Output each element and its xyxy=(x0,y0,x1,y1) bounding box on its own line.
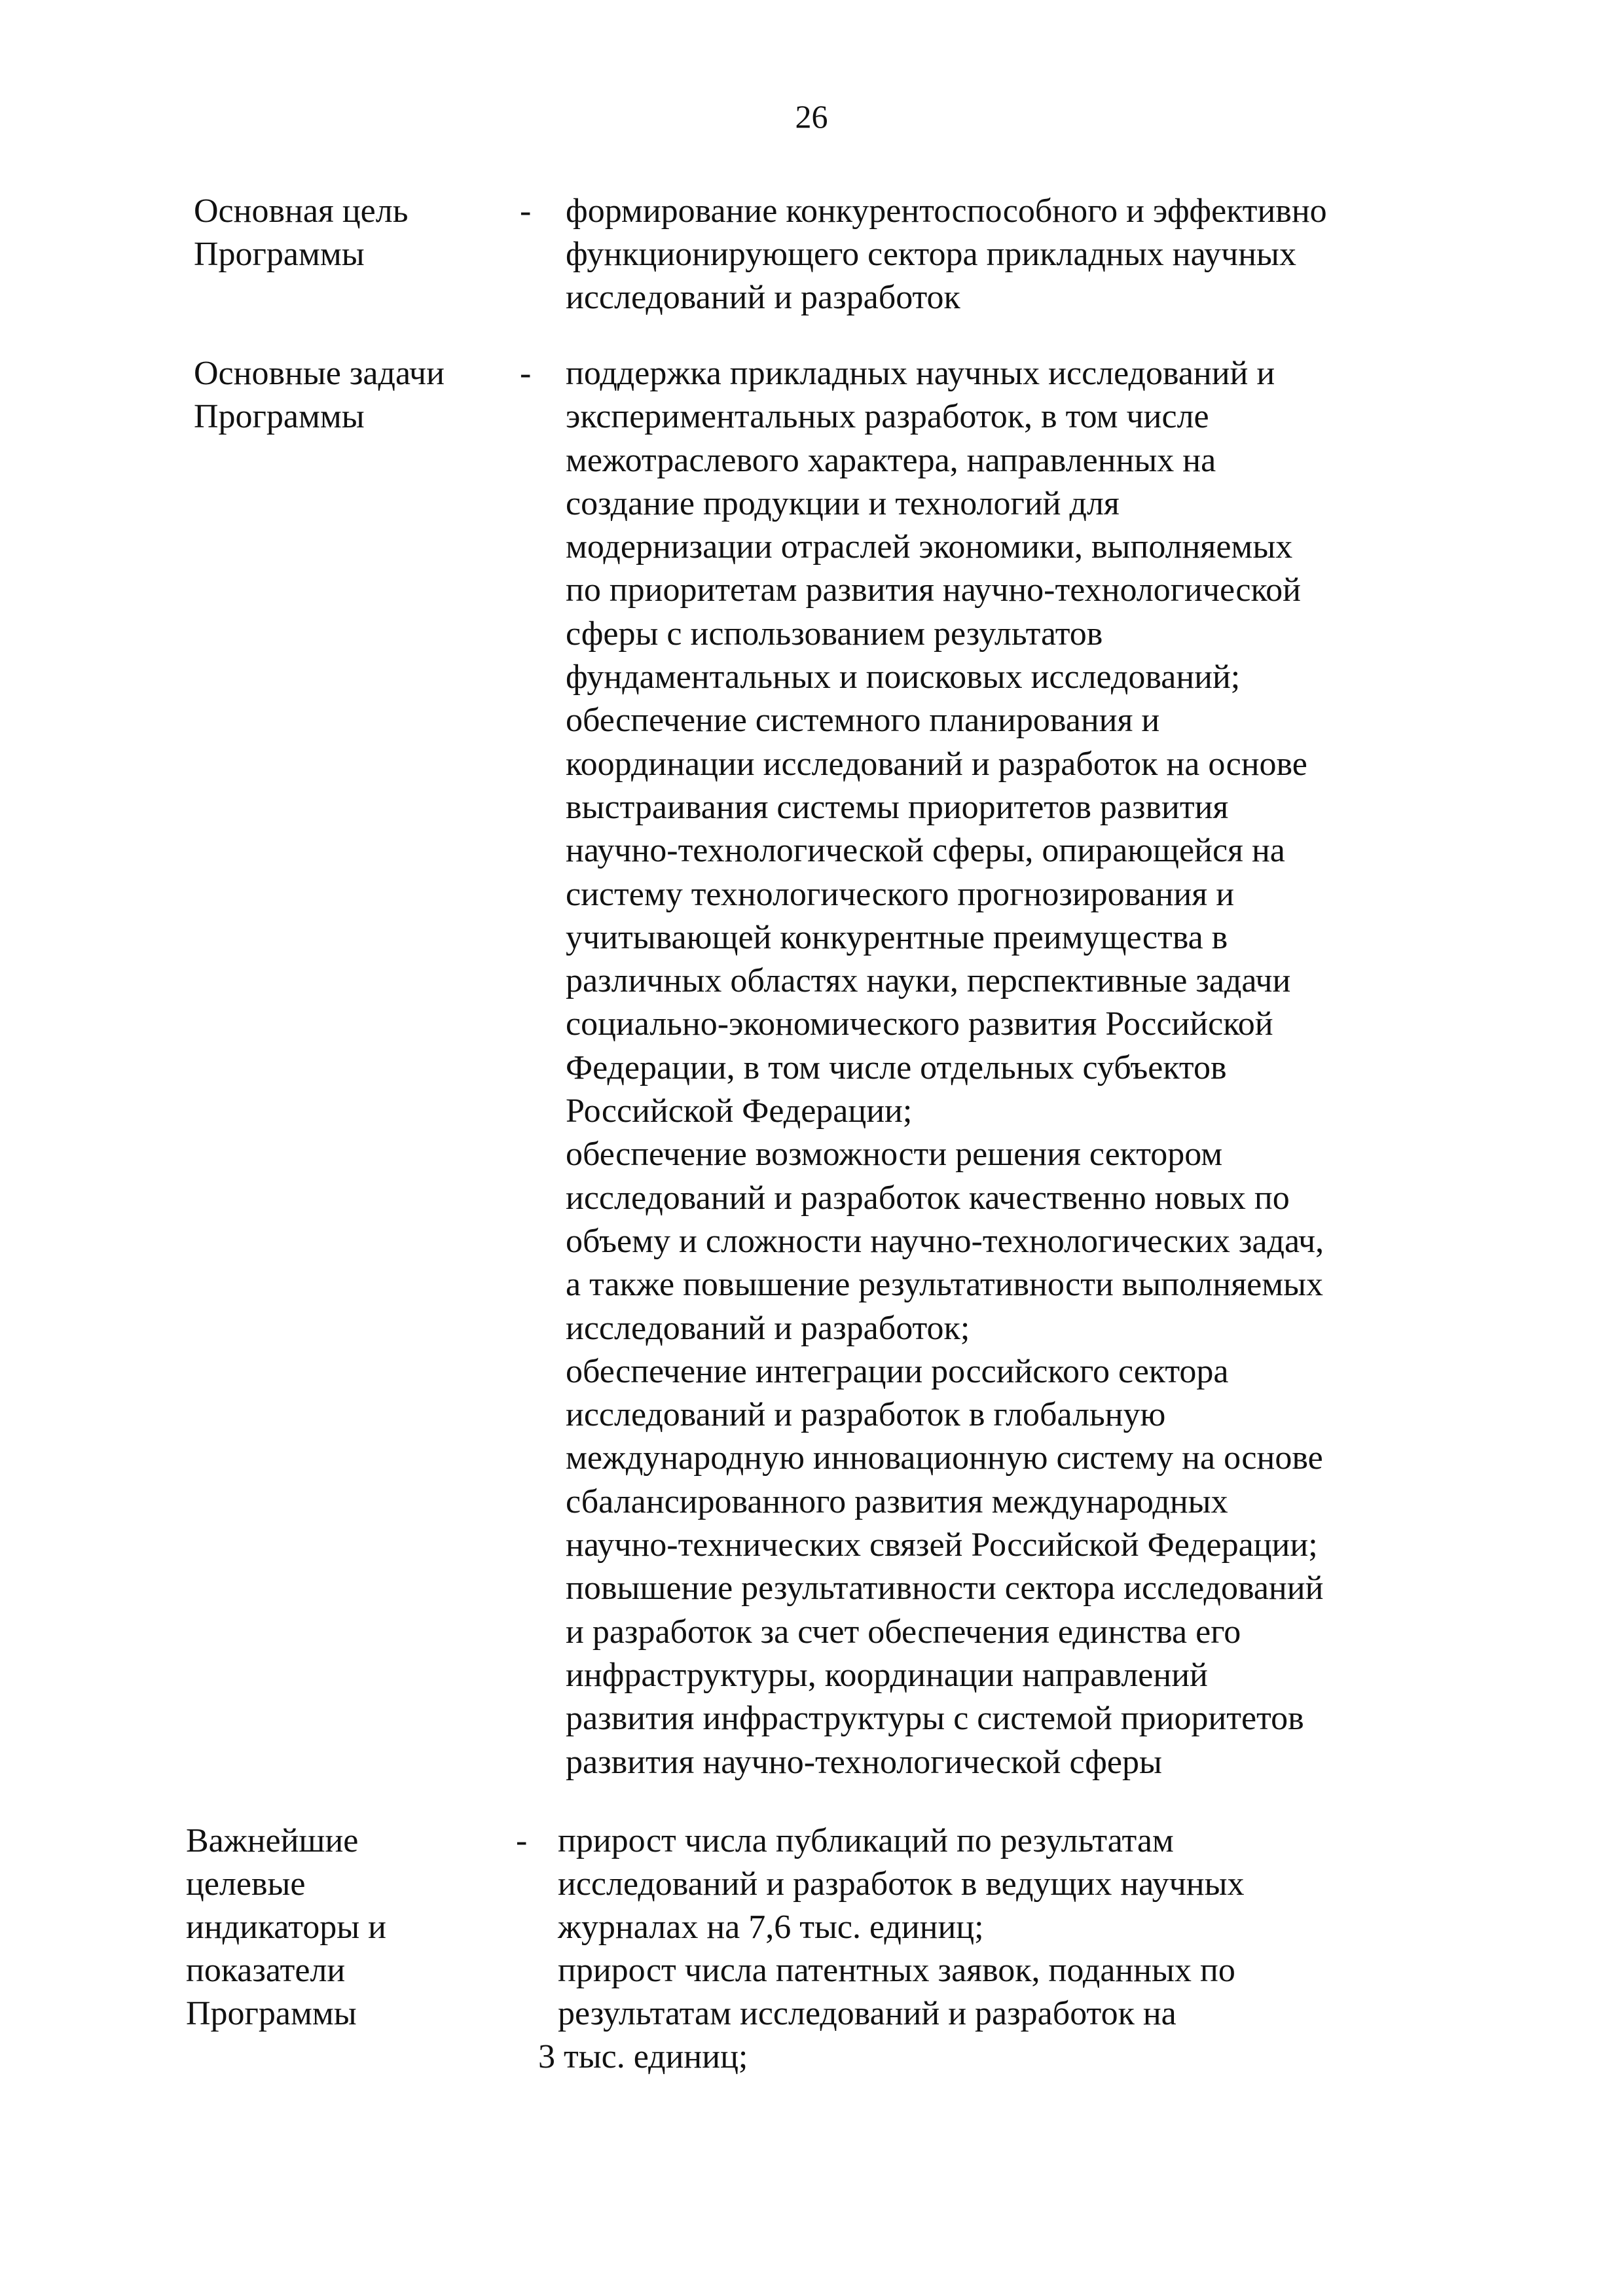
text-line: межотраслевого характера, направленных на xyxy=(566,441,1216,479)
text-line: различных областях науки, перспективные задачи xyxy=(566,962,1291,1000)
text-line: экспериментальных разработок, в том числе xyxy=(566,398,1209,436)
text-line: объему и сложности научно-технологических задач, xyxy=(566,1222,1324,1260)
text-line: обеспечение интеграции российского сектора xyxy=(566,1352,1229,1390)
text-line: развития научно-технологической сферы xyxy=(566,1743,1162,1781)
text-line: модернизации отраслей экономики, выполняемых xyxy=(566,528,1293,566)
text-line: выстраивания системы приоритетов развития xyxy=(566,788,1229,826)
text-line: координации исследований и разработок на основе xyxy=(566,745,1307,783)
text-line: развития инфраструктуры с системой приоритетов xyxy=(566,1700,1304,1738)
text-line: обеспечение системного планирования и xyxy=(566,702,1160,740)
text-line: сферы с использованием результатов xyxy=(566,615,1103,653)
text-line: обеспечение возможности решения сектором xyxy=(566,1136,1223,1174)
text-line: 3 тыс. единиц; xyxy=(538,2038,748,2075)
text-line: а также повышение результативности выполняемых xyxy=(566,1266,1324,1304)
text-line: по приоритетам развития научно-технологической xyxy=(566,571,1301,609)
text-line: исследований и разработок xyxy=(566,279,960,316)
text-line: функционирующего сектора прикладных научных xyxy=(566,236,1296,273)
text-line: исследований и разработок качественно новых по xyxy=(566,1179,1290,1217)
text-line: создание продукции и технологий для xyxy=(566,484,1120,522)
text-line: инфраструктуры, координации направлений xyxy=(566,1656,1208,1694)
text-line: международную инновационную систему на основе xyxy=(566,1439,1323,1477)
page-number: 26 xyxy=(795,98,828,135)
text-line: Федерации, в том числе отдельных субъектов xyxy=(566,1049,1227,1086)
text-line: сбалансированного развития международных xyxy=(566,1482,1228,1520)
text-line: учитывающей конкурентные преимущества в xyxy=(566,918,1228,956)
row-label-goal: Основная цель Программы xyxy=(194,192,409,273)
text-line: исследований и разработок в ведущих научных xyxy=(558,1865,1245,1903)
text-line: прирост числа публикаций по результатам xyxy=(558,1822,1174,1859)
text-line: социально-экономического развития Российской xyxy=(566,1005,1273,1043)
row-dash: - xyxy=(516,1822,528,1859)
text-line: журналах на 7,6 тыс. единиц; xyxy=(558,1909,984,1946)
text-line: систему технологического прогнозирования и xyxy=(566,875,1235,913)
row-dash: - xyxy=(520,355,532,392)
text-line: прирост числа патентных заявок, поданных по xyxy=(558,1952,1235,1989)
text-line: результатам исследований и разработок на xyxy=(558,1995,1176,2032)
row-label-indicators: Важнейшие целевые индикаторы и показатели Программы xyxy=(186,1822,386,2032)
row-value-goal xyxy=(566,190,1327,319)
text-line: и разработок за счет обеспечения единства его xyxy=(566,1613,1241,1651)
text-line: научно-технических связей Российской Федерации; xyxy=(566,1526,1318,1564)
text-line: формирование конкурентоспособного и эффективно xyxy=(566,192,1327,230)
text-line: исследований и разработок в глобальную xyxy=(566,1396,1166,1434)
row-dash: - xyxy=(520,192,532,230)
text-line: поддержка прикладных научных исследований и xyxy=(566,355,1275,392)
text-line: повышение результативности сектора исследований xyxy=(566,1570,1324,1607)
text-line: исследований и разработок; xyxy=(566,1309,970,1347)
text-line: фундаментальных и поисковых исследований; xyxy=(566,658,1241,696)
row-value-tasks xyxy=(566,352,1324,1784)
row-label-tasks: Основные задачи Программы xyxy=(194,355,445,435)
text-line: Российской Федерации; xyxy=(566,1092,913,1130)
text-line: научно-технологической сферы, опирающейся на xyxy=(566,832,1285,870)
row-value-indicators xyxy=(538,1820,1245,2079)
